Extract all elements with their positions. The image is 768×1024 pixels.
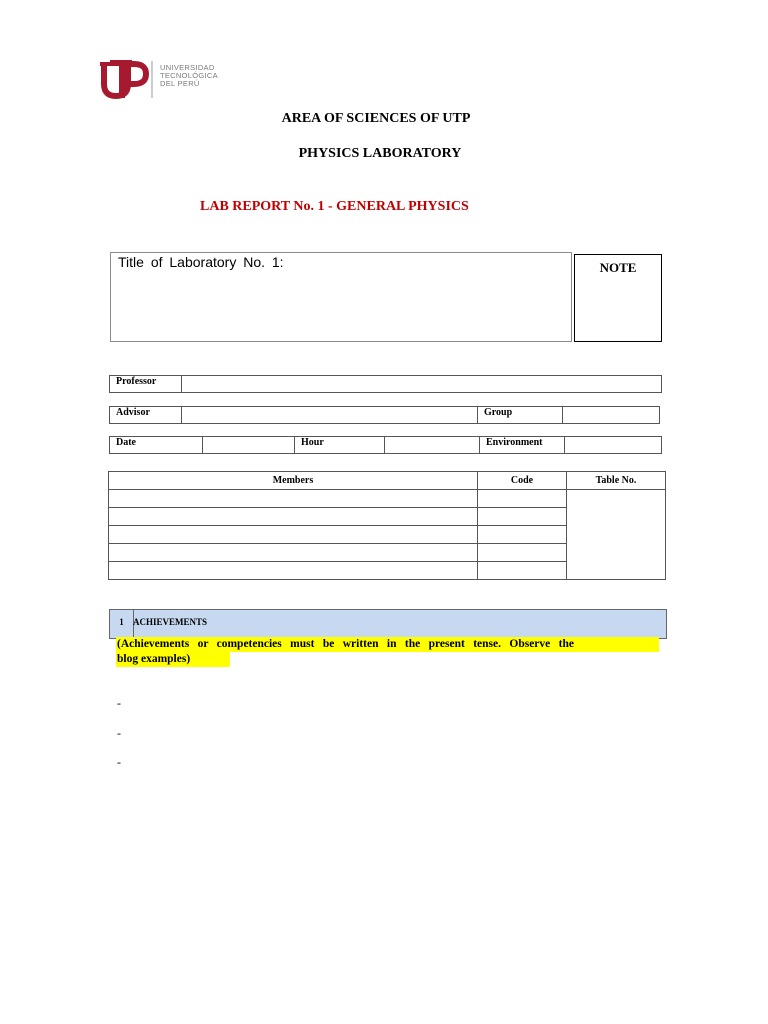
member-code-cell[interactable]	[478, 544, 567, 562]
member-code-cell[interactable]	[478, 508, 567, 526]
member-code-cell[interactable]	[478, 490, 567, 508]
logo-line: UNIVERSIDAD	[160, 63, 215, 72]
member-code-cell[interactable]	[478, 526, 567, 544]
group-label: Group	[478, 407, 563, 424]
professor-row	[109, 375, 662, 393]
bullet-dash: -	[117, 696, 121, 710]
bullet-dash: -	[117, 726, 121, 740]
member-name-cell[interactable]	[109, 490, 478, 508]
advisor-row	[109, 406, 660, 424]
date-row	[109, 436, 662, 454]
hour-label: Hour	[295, 437, 385, 454]
professor-label: Professor	[110, 376, 182, 393]
member-row	[109, 490, 666, 508]
code-header: Code	[478, 472, 567, 490]
member-name-cell[interactable]	[109, 562, 478, 580]
date-field[interactable]	[203, 437, 295, 454]
lab-title: PHYSICS LABORATORY	[298, 146, 462, 161]
logo-wordmark	[160, 64, 218, 88]
achievements-instructions: (Achievements or competencies must be written in the present tense. Observe the	[117, 638, 574, 650]
table-no-header: Table No.	[567, 472, 666, 490]
area-title: AREA OF SCIENCES OF UTP	[281, 111, 471, 126]
advisor-label: Advisor	[110, 407, 182, 424]
environment-label: Environment	[480, 437, 565, 454]
logo-line: TECNOLÓGICA	[160, 71, 218, 80]
member-name-cell[interactable]	[109, 544, 478, 562]
group-field[interactable]	[563, 407, 660, 424]
member-code-cell[interactable]	[478, 562, 567, 580]
logo-line: DEL PERÚ	[160, 79, 200, 88]
achievements-section-header	[109, 609, 667, 639]
achievements-instructions-cont: blog examples)	[117, 653, 191, 665]
note-box[interactable]	[574, 254, 662, 342]
date-label: Date	[110, 437, 203, 454]
member-name-cell[interactable]	[109, 508, 478, 526]
environment-field[interactable]	[565, 437, 662, 454]
report-title: LAB REPORT No. 1 - GENERAL PHYSICS	[200, 199, 469, 214]
section-number: 1	[110, 610, 134, 638]
note-label: NOTE	[599, 260, 637, 275]
lab-title-label: Title of Laboratory No. 1:	[118, 254, 284, 270]
hour-field[interactable]	[385, 437, 480, 454]
professor-field[interactable]	[182, 376, 662, 393]
member-name-cell[interactable]	[109, 526, 478, 544]
lab-title-box[interactable]	[110, 252, 572, 342]
members-table	[108, 471, 666, 580]
bullet-dash: -	[117, 755, 121, 769]
advisor-field[interactable]	[182, 407, 478, 424]
members-header: Members	[109, 472, 478, 490]
section-label: ACHIEVEMENTS	[133, 617, 208, 627]
table-no-cell[interactable]	[567, 490, 666, 580]
